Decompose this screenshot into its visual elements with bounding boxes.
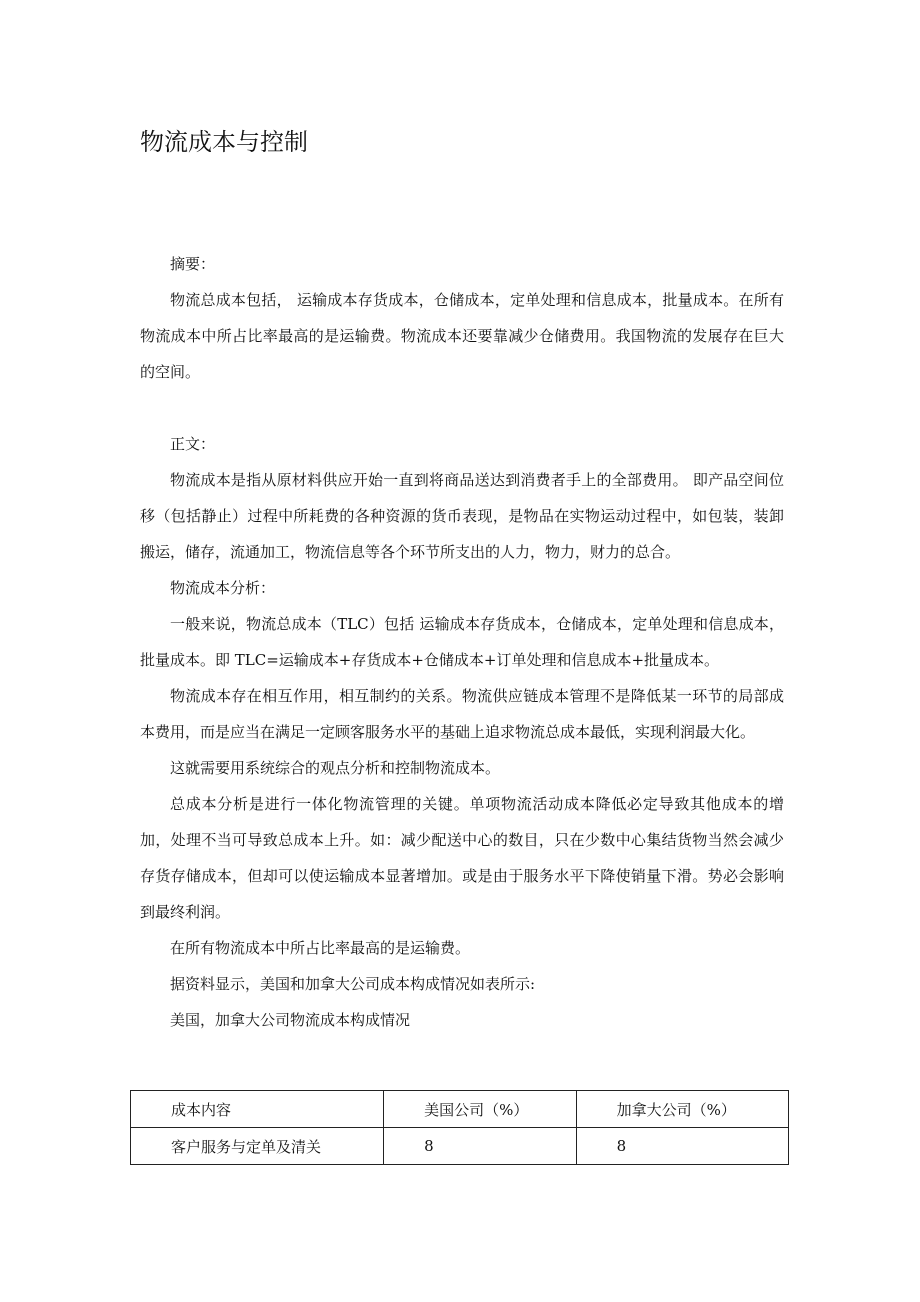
body-label: 正文： [170,435,216,453]
spacer [140,390,784,426]
table-header-cell: 美国公司（%） [384,1091,576,1128]
paragraph: 物流成本存在相互作用，相互制约的关系。物流供应链成本管理不是降低某一环节的局部成本费用，而是应当在满足一定顾客服务水平的基础上追求物流总成本最低，实现利润最大化。 [140,687,784,741]
table-header-cell: 成本内容 [131,1091,384,1128]
table-row [131,1128,789,1165]
paragraph: 物流成本是指从原材料供应开始一直到将商品送达到消费者手上的全部费用。 即产品空间位移（包括静止）过程中所耗费的各种资源的货币表现，是物品在实物运动过程中，如包装，装卸搬运，储存，流通加工，物流信息等各个环节所支出的人力，物力，财力的总合。 [140,471,784,561]
abstract-text: 物流总成本包括， 运输成本存货成本，仓储成本，定单处理和信息成本，批量成本。在所有物流成本中所占比率最高的是运输费。物流成本还要靠减少仓储费用。我国物流的发展存在巨大的空间。 [140,291,784,381]
paragraph: 总成本分析是进行一体化物流管理的关键。单项物流活动成本降低必定导致其他成本的增加，处理不当可导致总成本上升。如：减少配送中心的数目，只在少数中心集结货物当然会减少存货存储成本，但却可以使运输成本显著增加。或是由于服务水平下降使销量下滑。势必会影响到最终利润。 [140,795,784,921]
watermark: www.zixin.com.cn [355,566,785,622]
paragraph: 这就需要用系统综合的观点分析和控制物流成本。 [170,759,501,777]
table-cell: 8 [384,1128,576,1165]
document-body [140,246,784,1038]
paragraph: 据资料显示，美国和加拿大公司成本构成情况如表所示: [170,975,536,993]
table-header-row [131,1091,789,1128]
table-cell: 8 [576,1128,788,1165]
table-header-cell: 加拿大公司（%） [576,1091,788,1128]
document-title: 物流成本与控制 [140,128,308,156]
paragraph: 一般来说，物流总成本（TLC）包括 运输成本存货成本，仓储成本，定单处理和信息成本，批量成本。即 TLC=运输成本+存货成本+仓储成本+订单处理和信息成本+批量成本。 [140,615,784,669]
table-cell: 客户服务与定单及清关 [131,1128,384,1165]
cost-table [130,1090,789,1165]
abstract-label: 摘要： [170,255,216,273]
table-caption: 美国，加拿大公司物流成本构成情况 [170,1011,411,1029]
paragraph: 在所有物流成本中所占比率最高的是运输费。 [170,939,471,957]
paragraph: 物流成本分析： [170,579,276,597]
